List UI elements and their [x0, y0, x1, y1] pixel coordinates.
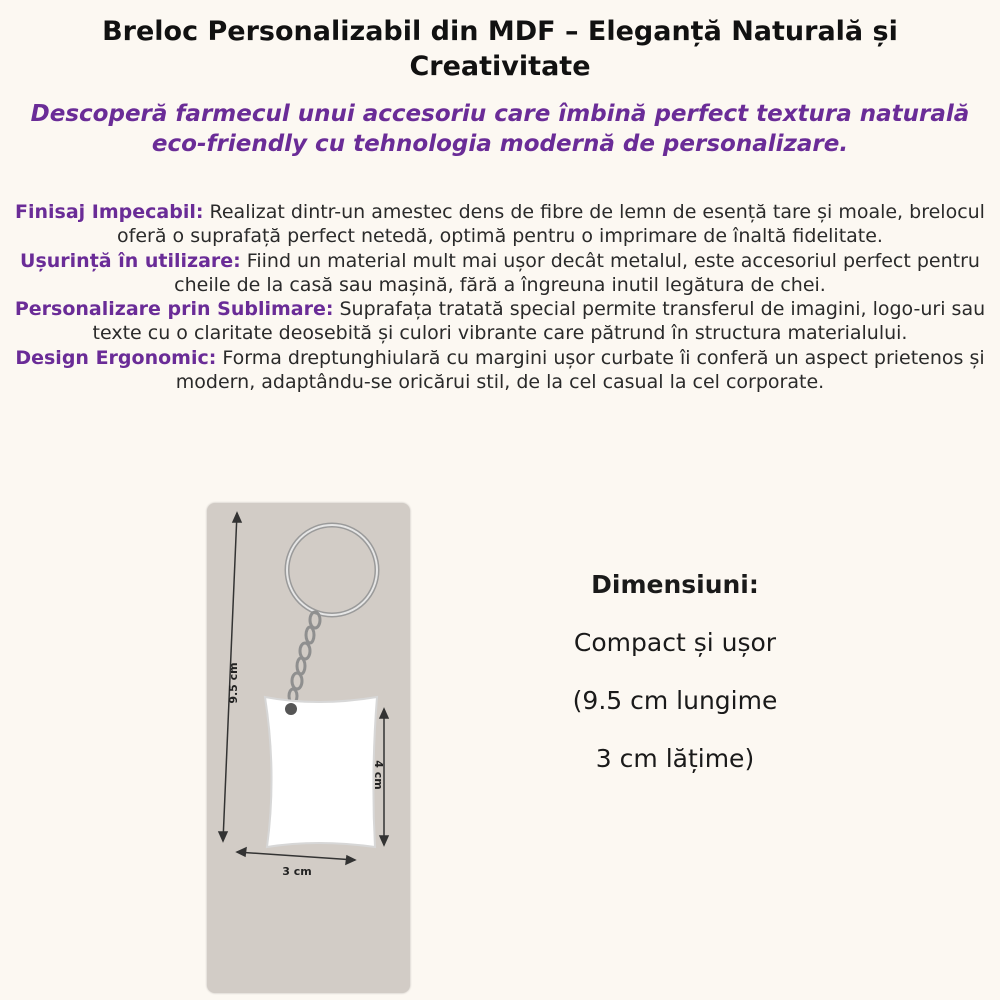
page-title: Breloc Personalizabil din MDF – Eleganță Naturală și Creativitate: [102, 16, 898, 82]
chain-icon: [289, 612, 320, 703]
feature-text: Fiind un material mult mai ușor decât metalul, este accesoriul perfect pentru cheile de la casă sau mașină, fără a îngreuna inutil legătura de chei.: [174, 249, 980, 296]
dimensions-line: (9.5 cm lungime: [572, 686, 778, 715]
feature-name: Personalizare prin Sublimare:: [14, 298, 334, 321]
feature-name: Finisaj Impecabil:: [15, 201, 204, 223]
tag-icon: [265, 697, 377, 847]
dimensions-panel: [530, 570, 820, 802]
height-label: 4 cm: [372, 760, 385, 790]
keychain-illustration: [207, 503, 410, 993]
length-label: 9.5 cm: [227, 662, 240, 704]
dimensions-line: Compact și ușor: [573, 628, 777, 657]
feature-item: [6, 200, 994, 249]
key-ring-highlight: [287, 525, 377, 615]
feature-name: Ușurință în utilizare:: [20, 249, 241, 272]
dimensions-title: Dimensiuni:: [591, 570, 759, 599]
feature-text: Forma dreptunghiulară cu margini ușor curbate îi conferă un aspect prietenos și modern, adaptându-se oricărui stil, de la cel casual la cel corporate.: [175, 346, 985, 394]
tag-hole: [285, 703, 297, 715]
feature-list: [6, 200, 994, 394]
width-label: 3 cm: [282, 865, 312, 878]
width-measure-line: [237, 848, 355, 864]
feature-item: [6, 249, 994, 298]
feature-item: [6, 297, 994, 346]
dimensions-line: 3 cm lățime): [595, 744, 755, 773]
feature-text: Suprafața tratată special permite transferul de imagini, logo-uri sau texte cu o claritate deosebită și culori vibrante care pătrund în structura materialului.: [92, 298, 986, 345]
feature-text: Realizat dintr-un amestec dens de fibre de lemn de esență tare și moale, brelocul oferă o suprafață perfect netedă, optimă pentru o imprimare de înaltă fidelitate.: [117, 201, 985, 248]
page-subtitle: Descoperă farmecul unui accesoriu care îmbină perfect textura naturală eco-friendly cu tehnologia modernă de personalizare.: [30, 101, 970, 157]
feature-item: [6, 346, 994, 395]
product-photo: [207, 503, 410, 993]
feature-name: Design Ergonomic:: [15, 346, 217, 369]
